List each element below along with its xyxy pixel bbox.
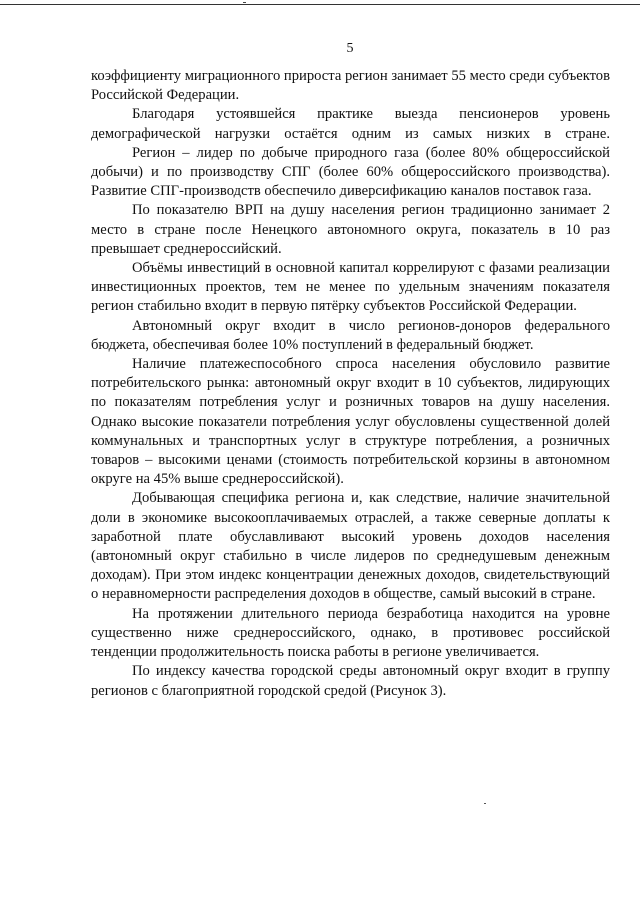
scan-mark <box>243 2 246 3</box>
paragraph-migration-rank: коэффициенту миграционного прироста регион занимает 55 место среди субъектов Российской Федерации. <box>91 68 610 104</box>
paragraph-urban-environment: По индексу качества городской среды автономный округ входит в группу регионов с благоприятной городской средой (Рисунок 3). <box>91 663 610 699</box>
paragraph-demographic-load: Благодаря устоявшейся практике выезда пенсионеров уровень демографической нагрузки остаётся одним из самых низких в стране. <box>91 106 610 142</box>
paragraph-unemployment: На протяжении длительного периода безработица находится на уровне существенно ниже среднероссийского, однако, в противовес российской тенденции продолжительность поиска работы в регионе увеличивается. <box>91 605 610 661</box>
page-number: 5 <box>346 41 354 56</box>
top-scan-border <box>0 4 640 5</box>
scan-speck <box>484 803 486 804</box>
paragraph-income-level: Добывающая специфика региона и, как следствие, наличие значительной доли в экономике высокооплачиваемых отраслей, а также северные доплаты к заработной плате обуславливают высокий уровень доходов населения (автономный округ стабильно в числе лидеров по среднедушевым денежным доходам). При этом индекс концентрации денежных доходов, свидетельствующий о неравномерности распределения доходов в обществе, самый высокий в стране. <box>91 490 610 603</box>
paragraph-consumer-market: Наличие платежеспособного спроса населения обусловило развитие потребительского рынка: автономный округ входит в 10 субъектов, лидирующих по показателям потребления услуг и розничных товаров на душу населения. Однако высокие показатели потребления услуг обусловлены существенной долей коммунальных и транспортных услуг в структуре потребления, а розничных товаров – высокими ценами (стоимость потребительской корзины в автономном округе на 45% выше среднероссийской). <box>91 356 610 488</box>
paragraph-grp-per-capita: По показателю ВРП на душу населения регион традиционно занимает 2 место в стране после Ненецкого автономного округа, показатель в 10 раз превышает среднероссийский. <box>91 202 610 257</box>
paragraph-federal-budget: Автономный округ входит в число регионов-доноров федерального бюджета, обеспечивая более 10% поступлений в федеральный бюджет. <box>91 317 610 353</box>
paragraph-investments: Объёмы инвестиций в основной капитал коррелируют с фазами реализации инвестиционных проектов, тем не менее по удельным значениям показателя регион стабильно входит в первую пятёрку субъектов Российской Федерации. <box>91 260 610 315</box>
document-body <box>91 67 610 701</box>
paragraph-gas-production: Регион – лидер по добыче природного газа (более 80% общероссийской добычи) и по производству СПГ (более 60% общероссийского производства). Развитие СПГ-производств обеспечило диверсификацию каналов поставок газа. <box>91 144 610 200</box>
